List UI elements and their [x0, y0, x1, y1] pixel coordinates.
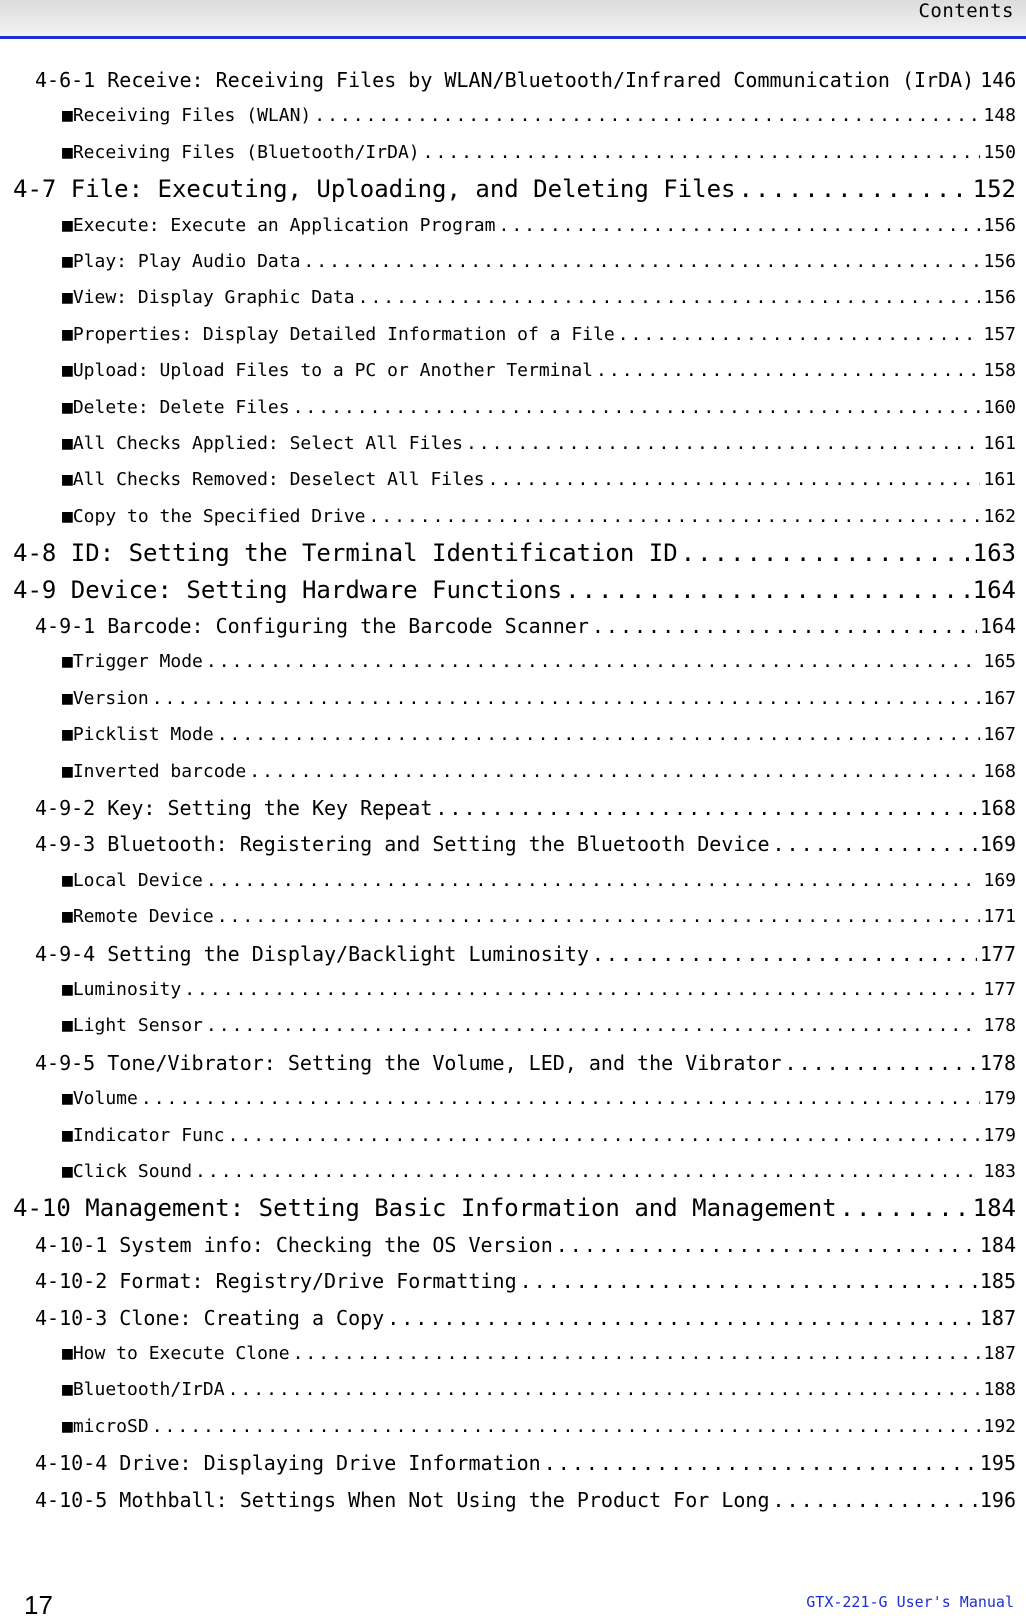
toc-entry[interactable]	[62, 1341, 1016, 1367]
toc-entry-label: ■View: Display Graphic Data	[62, 287, 355, 309]
toc-entry[interactable]	[62, 140, 1016, 166]
toc-entry-label: ■How to Execute Clone	[62, 1343, 290, 1364]
toc-entry-label: 4-10-1 System info: Checking the OS Version	[35, 1232, 553, 1257]
toc-entry-label: 4-9-1 Barcode: Configuring the Barcode Scanner	[35, 614, 589, 638]
toc-dot-leader	[773, 830, 977, 858]
toc-entry-page: 165	[983, 651, 1016, 673]
toc-entry[interactable]	[13, 1192, 1016, 1224]
toc-entry[interactable]	[62, 1123, 1016, 1149]
toc-entry-label: ■microSD	[62, 1415, 149, 1437]
toc-entry-label: ■All Checks Applied: Select All Files	[62, 433, 463, 454]
toc-dot-leader	[141, 1086, 981, 1112]
toc-entry-label: ■Luminosity	[62, 979, 182, 1000]
toc-entry[interactable]	[62, 322, 1016, 348]
toc-entry-page: 156	[983, 214, 1016, 236]
toc-entry-label: ■Delete: Delete Files	[62, 396, 290, 418]
toc-dot-leader	[488, 467, 981, 493]
toc-dot-leader	[314, 103, 980, 129]
toc-entry-label: 4-9-3 Bluetooth: Registering and Setting the Bluetooth Device	[35, 832, 770, 857]
toc-entry-page: 178	[979, 1050, 1016, 1075]
toc-entry[interactable]	[62, 1013, 1016, 1039]
toc-entry-page: 146	[980, 68, 1016, 92]
toc-entry-label: ■Play: Play Audio Data	[62, 251, 301, 272]
toc-dot-leader	[596, 358, 980, 384]
toc-entry[interactable]	[35, 1486, 1016, 1514]
toc-entry-label: 4-10 Management: Setting Basic Information and Management	[13, 1194, 837, 1223]
toc-entry[interactable]	[62, 467, 1016, 493]
toc-entry-label: 4-10-4 Drive: Displaying Drive Information	[35, 1451, 541, 1476]
toc-dot-leader	[228, 1377, 981, 1403]
toc-entry[interactable]	[62, 249, 1016, 275]
toc-entry-page: 169	[979, 832, 1016, 857]
toc-dot-leader	[681, 537, 970, 569]
toc-entry[interactable]	[62, 358, 1016, 384]
toc-entry-page: 162	[983, 505, 1016, 527]
toc-entry[interactable]	[62, 649, 1016, 675]
toc-dot-leader	[498, 213, 980, 239]
toc-entry[interactable]	[62, 1377, 1016, 1403]
toc-dot-leader	[387, 1304, 977, 1332]
toc-entry[interactable]	[62, 431, 1016, 457]
toc-entry-page: 178	[983, 1015, 1016, 1037]
toc-dot-leader	[217, 722, 981, 748]
toc-entry-page: 196	[979, 1487, 1016, 1512]
toc-entry-page: 160	[983, 396, 1016, 418]
toc-entry-label: ■Receiving Files (Bluetooth/IrDA)	[62, 141, 420, 163]
toc-dot-leader	[556, 1231, 977, 1259]
toc-entry-label: 4-9-5 Tone/Vibrator: Setting the Volume, LED, and the Vibrator	[35, 1050, 782, 1075]
toc-entry-label: 4-9 Device: Setting Hardware Functions	[13, 575, 563, 604]
toc-entry[interactable]	[62, 977, 1016, 1003]
toc-entry-page: 177	[983, 979, 1016, 1000]
toc-entry-label: ■Trigger Mode	[62, 651, 203, 673]
toc-entry-label: 4-9-2 Key: Setting the Key Repeat	[35, 796, 433, 820]
toc-dot-leader	[206, 868, 981, 894]
toc-entry-label: ■Properties: Display Detailed Information of a File	[62, 323, 615, 345]
toc-entry-label: ■Version	[62, 687, 149, 709]
toc-entry-label: ■Copy to the Specified Drive	[62, 505, 366, 527]
toc-entry[interactable]	[62, 213, 1016, 239]
toc-entry-label: ■Remote Device	[62, 906, 214, 928]
toc-entry[interactable]	[35, 1304, 1016, 1332]
toc-entry-label: 4-7 File: Executing, Uploading, and Deleting Files	[13, 175, 736, 204]
toc-dot-leader	[466, 431, 981, 457]
page-header	[0, 0, 1026, 39]
toc-entry-page: 192	[983, 1415, 1016, 1437]
toc-dot-leader	[293, 1341, 981, 1367]
toc-dot-leader	[738, 173, 969, 205]
toc-entry[interactable]	[62, 1086, 1016, 1112]
toc-entry[interactable]	[62, 904, 1016, 930]
toc-entry[interactable]	[35, 830, 1016, 858]
toc-dot-leader	[592, 612, 977, 640]
toc-entry[interactable]	[35, 1049, 1016, 1077]
toc-entry[interactable]	[62, 103, 1016, 129]
toc-dot-leader	[544, 1449, 977, 1477]
toc-entry-page: 148	[983, 105, 1016, 127]
toc-dot-leader	[358, 285, 981, 311]
toc-dot-leader	[368, 504, 980, 530]
toc-dot-leader	[195, 1159, 980, 1185]
toc-entry-label: 4-6-1 Receive: Receiving Files by WLAN/Bluetooth/Infrared Communication (IrDA)	[35, 68, 975, 92]
toc-dot-leader	[840, 1192, 970, 1224]
toc-entry[interactable]	[62, 759, 1016, 785]
toc-entry-page: 164	[972, 575, 1016, 604]
toc-entry[interactable]	[13, 537, 1016, 569]
toc-entry-page: 156	[983, 287, 1016, 309]
toc-entry-page: 167	[983, 687, 1016, 709]
toc-entry-label: ■Inverted barcode	[62, 760, 247, 782]
toc-entry-label: 4-10-3 Clone: Creating a Copy	[35, 1305, 385, 1330]
toc-dot-leader	[618, 322, 981, 348]
toc-dot-leader	[217, 904, 981, 930]
toc-entry-page: 161	[983, 433, 1016, 454]
toc-entry-label: ■Upload: Upload Files to a PC or Another Terminal	[62, 360, 594, 382]
toc-entry-label: 4-10-2 Format: Registry/Drive Formatting	[35, 1269, 517, 1294]
toc-entry[interactable]	[62, 285, 1016, 311]
toc-entry-page: 164	[979, 614, 1016, 638]
toc-entry-page: 177	[979, 941, 1016, 966]
toc-dot-leader	[785, 1049, 977, 1077]
toc-entry-page: 171	[983, 906, 1016, 928]
toc-dot-leader	[184, 977, 980, 1003]
toc-entry-label: ■Picklist Mode	[62, 724, 214, 746]
toc-entry[interactable]	[35, 66, 1016, 94]
toc-dot-leader	[565, 574, 970, 606]
toc-entry-page: 158	[983, 360, 1016, 382]
toc-entry[interactable]	[62, 504, 1016, 530]
toc-entry-page: 187	[979, 1305, 1016, 1330]
toc-entry-label: ■Click Sound	[62, 1161, 193, 1182]
toc-entry-page: 157	[983, 323, 1016, 345]
toc-entry[interactable]	[35, 1449, 1016, 1477]
toc-entry[interactable]	[62, 686, 1016, 712]
toc-dot-leader	[206, 649, 981, 675]
toc-entry-label: 4-8 ID: Setting the Terminal Identification ID	[13, 539, 678, 568]
toc-entry-label: 4-10-5 Mothball: Settings When Not Using the Product For Long	[35, 1487, 770, 1512]
toc-dot-leader	[152, 1414, 981, 1440]
toc-entry[interactable]	[62, 1159, 1016, 1185]
toc-entry[interactable]	[62, 868, 1016, 894]
toc-dot-leader	[592, 940, 977, 968]
manual-title: GTX-221-G User's Manual	[806, 1593, 1014, 1611]
toc-entry-label: ■Execute: Execute an Application Program	[62, 214, 496, 236]
toc-entry[interactable]	[62, 1414, 1016, 1440]
toc-entry[interactable]	[62, 395, 1016, 421]
toc-entry[interactable]	[35, 794, 1016, 822]
toc-entry-page: 195	[979, 1451, 1016, 1476]
toc-entry-label: ■Local Device	[62, 869, 203, 891]
toc-entry-page: 179	[983, 1088, 1016, 1110]
toc-entry-page: 167	[983, 724, 1016, 746]
toc-entry-page: 187	[983, 1343, 1016, 1364]
toc-dot-leader	[228, 1123, 981, 1149]
toc-entry[interactable]	[13, 574, 1016, 606]
toc-entry-page: 188	[983, 1379, 1016, 1401]
toc-entry-page: 150	[983, 141, 1016, 163]
header-title: Contents	[918, 0, 1014, 22]
toc-entry-page: 169	[983, 869, 1016, 891]
toc-entry[interactable]	[13, 173, 1016, 205]
toc-dot-leader	[520, 1267, 977, 1295]
toc-entry[interactable]	[35, 1231, 1016, 1259]
toc-entry[interactable]	[35, 1267, 1016, 1295]
toc-entry-page: 184	[979, 1232, 1016, 1257]
toc-entry[interactable]	[35, 612, 1016, 640]
toc-entry[interactable]	[62, 722, 1016, 748]
toc-entry-page: 152	[972, 175, 1016, 204]
toc-entry-label: ■Receiving Files (WLAN)	[62, 105, 312, 127]
toc-dot-leader	[303, 249, 980, 275]
toc-entry-label: ■Volume	[62, 1088, 138, 1110]
toc-entry-page: 179	[983, 1124, 1016, 1146]
toc-entry-label: 4-9-4 Setting the Display/Backlight Luminosity	[35, 941, 589, 966]
toc-entry[interactable]	[35, 940, 1016, 968]
page-number: 17	[24, 1590, 53, 1620]
toc-entry-label: ■Indicator Func	[62, 1124, 225, 1146]
toc-entry-page: 185	[979, 1269, 1016, 1294]
toc-entry-page: 183	[983, 1161, 1016, 1182]
toc-entry-label: ■Bluetooth/IrDA	[62, 1379, 225, 1401]
toc-dot-leader	[773, 1486, 977, 1514]
toc-dot-leader	[423, 140, 981, 166]
toc-entry-label: ■Light Sensor	[62, 1015, 203, 1037]
toc-entry-page: 161	[983, 469, 1016, 491]
toc-entry-label: ■All Checks Removed: Deselect All Files	[62, 469, 485, 491]
toc-entry-page: 168	[983, 760, 1016, 782]
toc-dot-leader	[206, 1013, 981, 1039]
toc-dot-leader	[249, 759, 980, 785]
toc-entry-page: 163	[972, 539, 1016, 568]
toc-dot-leader	[152, 686, 981, 712]
toc-entry-page: 168	[979, 796, 1016, 820]
toc-entry-page: 184	[972, 1194, 1016, 1223]
toc-dot-leader	[435, 794, 977, 822]
toc-dot-leader	[293, 395, 981, 421]
toc-entry-page: 156	[983, 251, 1016, 272]
